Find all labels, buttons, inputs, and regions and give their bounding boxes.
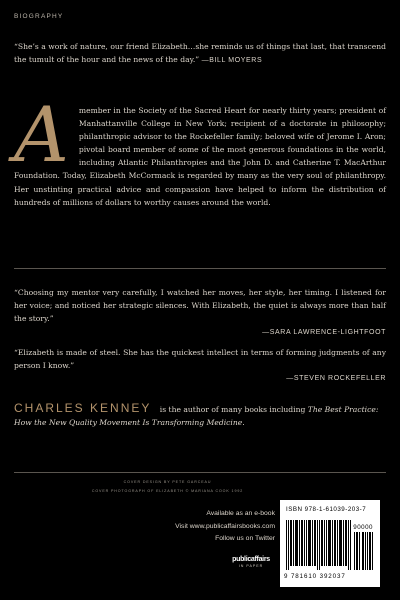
- publisher-logo: [231, 556, 271, 568]
- price-code: 90000: [353, 524, 373, 531]
- book-title: The Best Practice: How the New Quality Movement Is Transforming Medicine: [14, 405, 379, 428]
- quote-text: “Elizabeth is made of steel. She has the quickest intellect in terms of forming judgments of any person I know.”: [14, 348, 386, 371]
- design-credit: COVER DESIGN BY PETE GARCEAU: [123, 480, 212, 484]
- drop-cap: A: [14, 90, 69, 179]
- barcode-icon: [286, 520, 352, 570]
- publisher-name: publicaffairs: [232, 556, 270, 563]
- isbn-text: ISBN 978-1-61039-203-7: [286, 506, 367, 513]
- availability-info: [60, 508, 275, 546]
- ebook-note: Available as an e-book: [206, 510, 275, 517]
- website-link[interactable]: Visit www.publicaffairsbooks.com: [175, 522, 275, 530]
- quote-attribution: —BILL MOYERS: [201, 57, 263, 65]
- author-text: is the author of many books including: [159, 405, 306, 414]
- quote-attribution: —STEVEN ROCKEFELLER: [286, 375, 386, 383]
- quote-attribution: —SARA LAWRENCE-LIGHTFOOT: [262, 328, 386, 336]
- photo-credit: COVER PHOTOGRAPH OF ELIZABETH © MARIANA COOK 1992: [91, 489, 244, 493]
- quote-bill-moyers: [14, 40, 386, 67]
- publisher-imprint: IN PAPER: [238, 564, 264, 568]
- twitter-note: Follow us on Twitter: [215, 535, 275, 542]
- author-name: CHARLES KENNEY: [14, 401, 152, 415]
- divider-bottom: [14, 472, 386, 473]
- cover-credits: [60, 478, 275, 496]
- quote-lightfoot: [14, 286, 386, 339]
- divider-top: [14, 268, 386, 269]
- author-bio: [14, 402, 386, 430]
- quote-rockefeller: [14, 346, 386, 386]
- quote-text: “She’s a work of nature, our friend Elizabeth…she reminds us of things that last, that transcend the tumult of the hour and the news of the day.”: [14, 42, 386, 65]
- quote-text: “Choosing my mentor very carefully, I watched her moves, her style, her timing. I listened for her voice; and noticed her strategic silences. With Elizabeth, the quiet is always more than half the story.”: [14, 288, 386, 324]
- biography-text: member in the Society of the Sacred Heart for nearly thirty years; president of Manhattanville College in New York; recipient of a doctorate in philosophy; philanthropic advisor to the Rockefeller family; beloved wife of Jerome I. Aron; pivotal board member of some of the most generous foundations in the world, including Atlantic Philanthropies and the John D. and Catherine T. MacArthur Foundation. Today, Elizabeth McCormack is regarded by many as the very soul of philanthropy. Her unstinting practical advice and compassion have helped to inform the distribution of hundreds of millions of dollars to worthy causes around the world.: [14, 106, 386, 207]
- barcode-number: 9 781610 392037: [284, 573, 346, 580]
- biography-blurb: [14, 90, 386, 209]
- category-label: BIOGRAPHY: [14, 13, 64, 20]
- price-barcode-icon: [354, 532, 374, 570]
- barcode-box: [280, 500, 380, 587]
- author-text-end: .: [242, 418, 245, 428]
